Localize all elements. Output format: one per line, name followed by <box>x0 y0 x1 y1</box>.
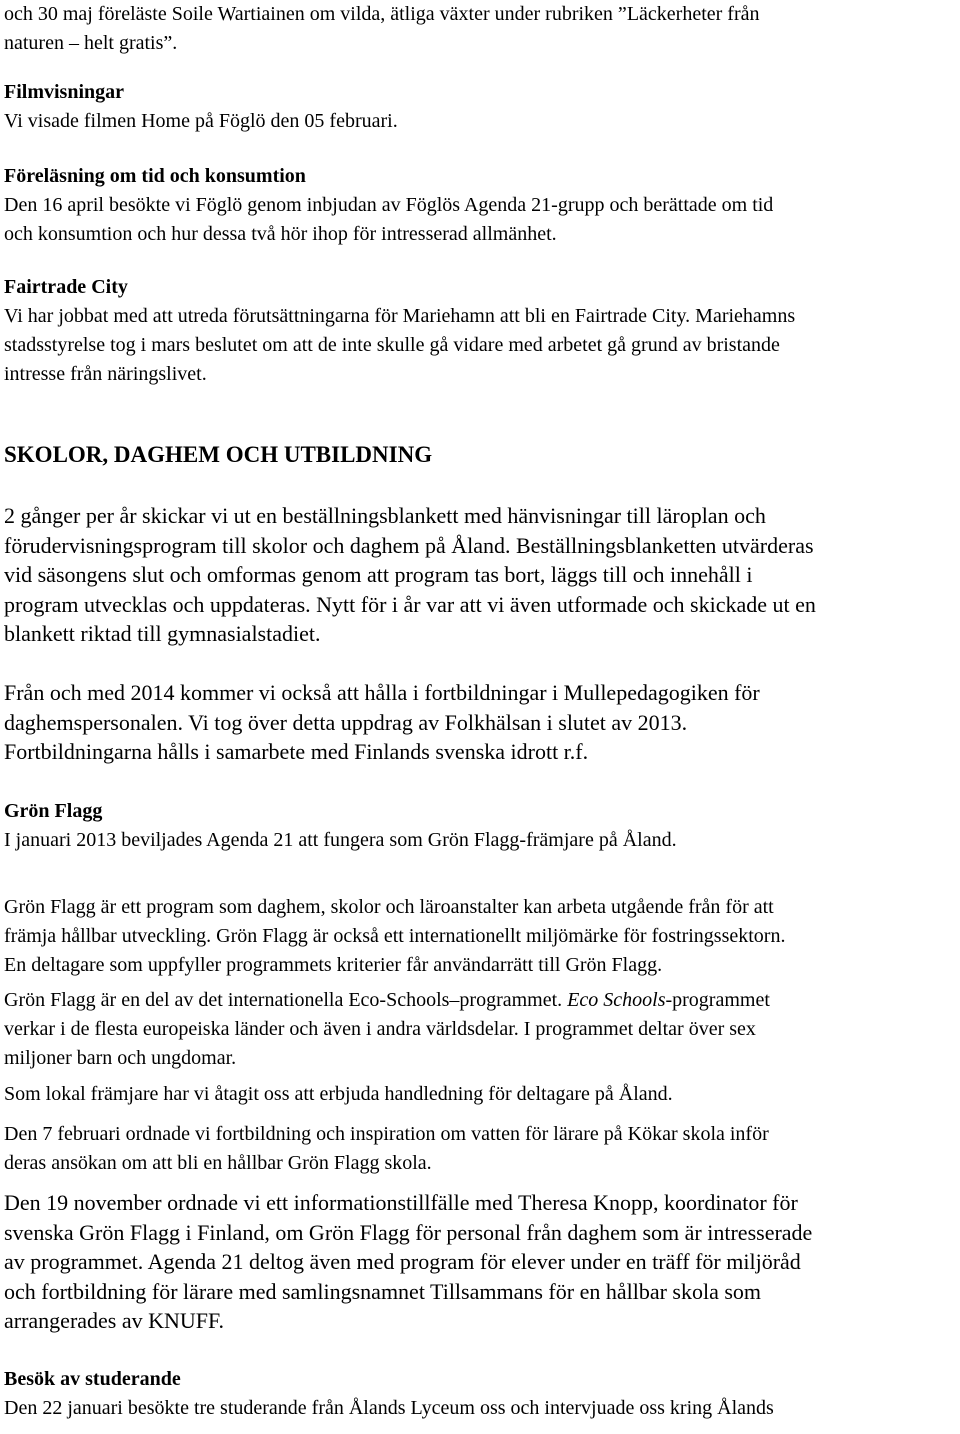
text-line: daghemspersonalen. Vi tog över detta uppdrag av Folkhälsan i slutet av 2013. <box>4 709 688 735</box>
text-line: Vi visade filmen Home på Föglö den 05 februari. <box>4 110 398 132</box>
paragraph-informationstillfalle <box>4 1188 812 1336</box>
section-filmvisningar <box>4 78 398 136</box>
text-line: Från och med 2014 kommer vi också att hålla i fortbildningar i Mullepedagogiken för <box>4 680 760 705</box>
text-line: Den 16 april besökte vi Föglö genom inbjudan av Föglös Agenda 21-grupp och berättade om tid <box>4 194 774 216</box>
section-forelasning <box>4 162 773 249</box>
text-segment: Grön Flagg är en del av det internationella Eco-Schools–programmet. <box>4 989 568 1011</box>
paragraph-bestallningsblankett <box>4 501 816 649</box>
paragraph-mullepedagogik <box>4 678 760 767</box>
section-heading: Filmvisningar <box>4 81 125 103</box>
text-line: Grön Flagg är ett program som daghem, skolor och läroanstalter kan arbeta utgående från för att <box>4 896 774 918</box>
main-heading-skolor: SKOLOR, DAGHEM OCH UTBILDNING <box>4 442 433 467</box>
text-line: Den 22 januari besökte tre studerande från Ålands Lyceum oss och intervjuade oss kring Ålands <box>4 1397 774 1419</box>
section-heading: Föreläsning om tid och konsumtion <box>4 165 306 187</box>
text-line: Som lokal främjare har vi åtagit oss att erbjuda handledning för deltagare på Åland. <box>4 1083 673 1105</box>
paragraph-intro-lecture <box>4 0 760 58</box>
text-line: miljoner barn och ungdomar. <box>4 1047 237 1069</box>
text-line: verkar i de flesta europeiska länder och även i andra världsdelar. I programmet deltar över sex <box>4 1018 756 1040</box>
text-line: deras ansökan om att bli en hållbar Grön Flagg skola. <box>4 1152 432 1174</box>
paragraph-lokal-framjare <box>4 1080 673 1109</box>
text-line: Fortbildningarna hålls i samarbete med Finlands svenska idrott r.f. <box>4 739 589 764</box>
text-line: Den 7 februari ordnade vi fortbildning och inspiration om vatten för lärare på Kökar skola inför <box>4 1123 769 1145</box>
paragraph-eco-schools <box>4 986 770 1073</box>
text-line: vid säsongens slut och omformas genom att program tas bort, läggs till och innehåll i <box>4 562 753 587</box>
text-line: En deltagare som uppfyller programmets kriterier får användarrätt till Grön Flagg. <box>4 954 663 976</box>
text-line: I januari 2013 beviljades Agenda 21 att fungera som Grön Flagg-främjare på Åland. <box>4 829 677 851</box>
text-line: intresse från näringslivet. <box>4 363 207 385</box>
text-line: förudervisningsprogram till skolor och daghem på Åland. Beställningsblanketten utvärderas <box>4 532 814 558</box>
text-line: program utvecklas och uppdateras. Nytt för i år var att vi även utformade och skickade ut en <box>4 591 816 617</box>
text-line: Vi har jobbat med att utreda förutsättningarna för Mariehamn att bli en Fairtrade City. Mariehamns <box>4 305 796 327</box>
text-line: Den 19 november ordnade vi ett informationstillfälle med Theresa Knopp, koordinator för <box>4 1190 798 1215</box>
section-heading: Grön Flagg <box>4 800 103 822</box>
section-heading: Besök av studerande <box>4 1368 181 1390</box>
text-segment: -programmet <box>665 989 770 1011</box>
section-heading: Fairtrade City <box>4 276 128 298</box>
text-line: 2 gånger per år skickar vi ut en beställningsblankett med hänvisningar till läroplan och <box>4 503 766 528</box>
text-line: av programmet. Agenda 21 deltog även med program för elever under en träff för miljöråd <box>4 1249 801 1274</box>
paragraph-gron-flagg-program <box>4 893 785 980</box>
section-gron-flagg <box>4 797 677 855</box>
text-line: stadsstyrelse tog i mars beslutet om att de inte skulle gå vidare med arbetet gå grund av bristande <box>4 334 780 356</box>
text-line: arrangerades av KNUFF. <box>4 1308 224 1333</box>
section-fairtrade-city <box>4 273 795 389</box>
text-line: svenska Grön Flagg i Finland, om Grön Flagg för personal från daghem som är intresserade <box>4 1219 813 1245</box>
text-line: främja hållbar utveckling. Grön Flagg är också ett internationellt miljömärke för fostringssektorn. <box>4 925 786 947</box>
text-line: naturen – helt gratis”. <box>4 32 178 54</box>
text-line: och 30 maj föreläste Soile Wartiainen om vilda, ätliga växter under rubriken ”Läckerheter från <box>4 3 760 25</box>
text-line: blankett riktad till gymnasialstadiet. <box>4 621 321 646</box>
paragraph-kokar-skola <box>4 1120 769 1178</box>
text-line: och fortbildning för lärare med samlingsnamnet Tillsammans för en hållbar skola som <box>4 1278 762 1304</box>
text-segment-italic: Eco Schools <box>567 989 666 1011</box>
text-line <box>4 986 770 1015</box>
section-besok-av-studerande <box>4 1365 774 1423</box>
text-line: och konsumtion och hur dessa två hör ihop för intresserad allmänhet. <box>4 223 557 245</box>
